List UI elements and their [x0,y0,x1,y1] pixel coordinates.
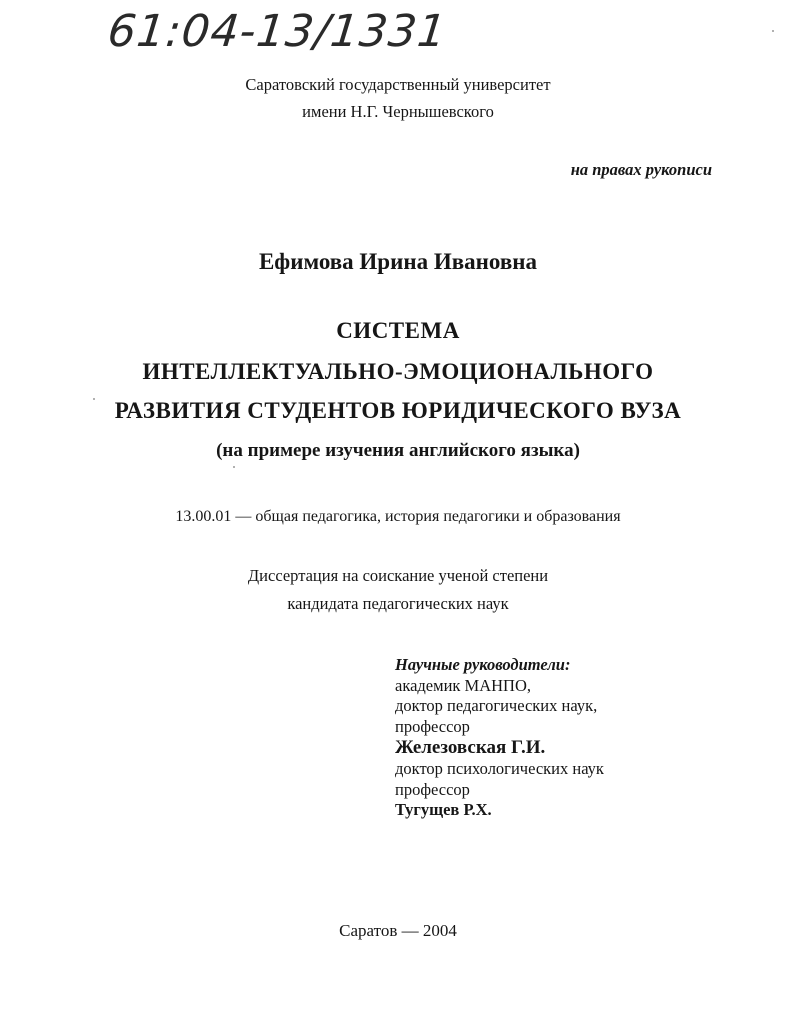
advisor-1-title-2: доктор педагогических наук, [395,696,598,715]
advisor-2-name: Тугущев Р.Х. [395,800,492,819]
specialty-code: 13.00.01 — общая педагогика, история педагогики и образования [175,508,621,525]
dissertation-degree-line-2: кандидата педагогических наук [287,594,509,613]
scientific-advisors [395,655,604,821]
title-line-3: РАЗВИТИЯ СТУДЕНТОВ ЮРИДИЧЕСКОГО ВУЗА [114,398,682,423]
advisor-1-title-1: академик МАНПО, [395,675,532,695]
title-line-2: ИНТЕЛЛЕКТУАЛЬНО-ЭМОЦИОНАЛЬНОГО [142,359,654,384]
dissertation-degree-line-1: Диссертация на соискание ученой степени [247,566,549,585]
author-name: Ефимова Ирина Ивановна [258,249,538,274]
advisor-1-name: Железовская Г.И. [395,737,546,758]
city-and-year: Саратов — 2004 [339,921,457,940]
university-name: Саратовский государственный университет [245,75,551,94]
title-line-1: СИСТЕМА [336,318,460,343]
title-subtitle: (на примере изучения английского языка) [216,440,580,461]
advisor-2-title-1: доктор психологических наук [395,759,604,778]
scan-speck [233,466,235,468]
advisors-heading: Научные руководители: [395,655,571,674]
manuscript-rights-notice: на правах рукописи [570,160,712,179]
advisor-1-title-3: профессор [395,716,470,736]
archive-code-handwritten: 61:04-13/1331 [105,6,450,57]
advisor-2-title-2: профессор [395,779,470,799]
scan-speck [93,398,95,400]
university-name-dedication: имени Н.Г. Чернышевского [302,102,494,121]
scan-speck [772,30,774,32]
